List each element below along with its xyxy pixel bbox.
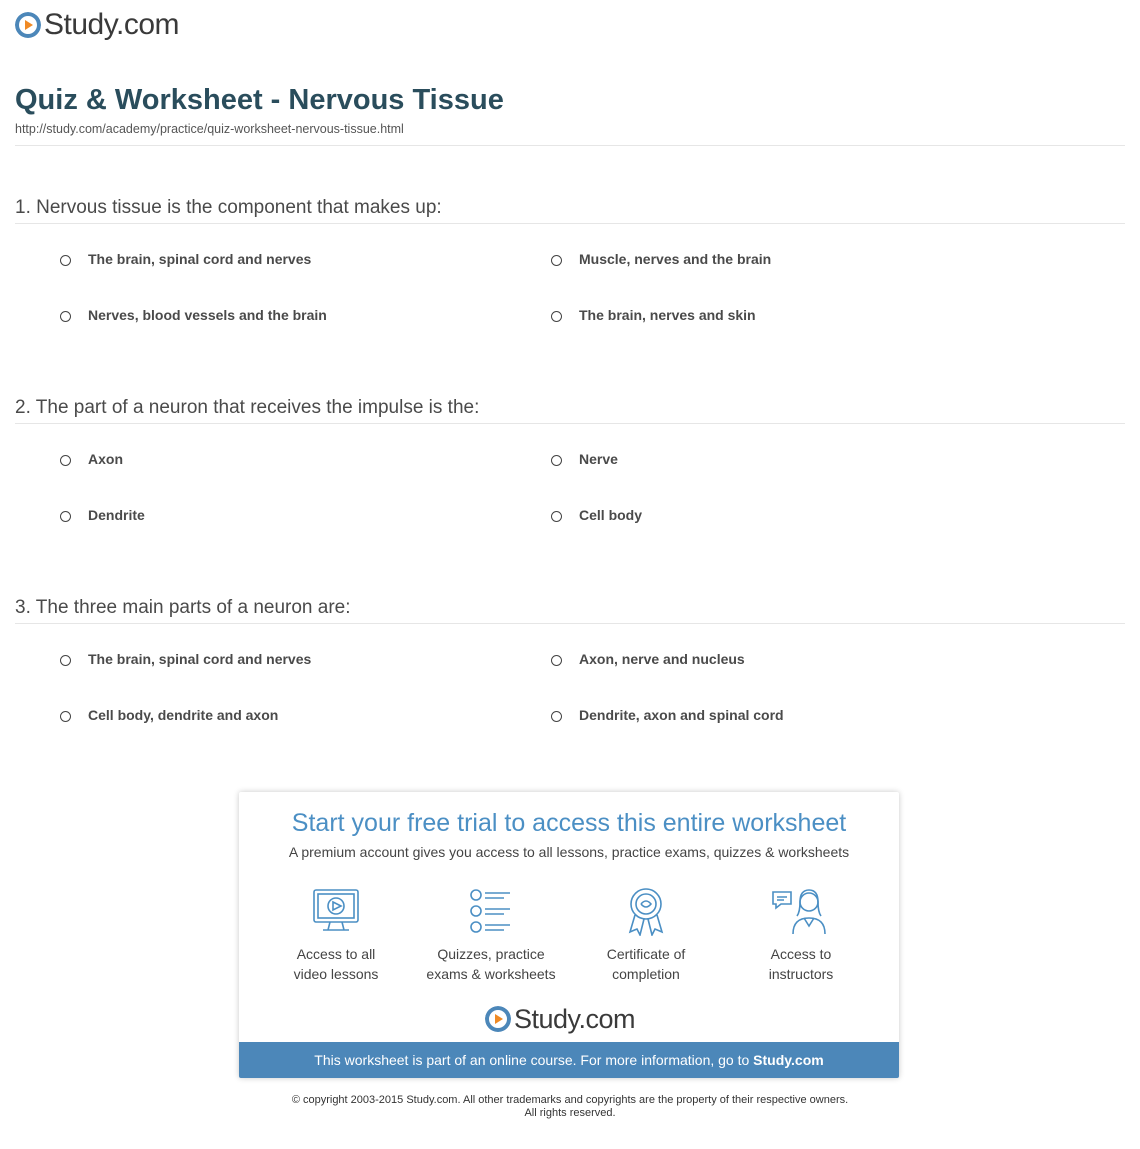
study-logo-mark-icon — [15, 12, 41, 38]
answer-option[interactable] — [60, 507, 145, 523]
answer-option[interactable] — [551, 251, 771, 267]
feature-label: Access to all video lessons — [293, 946, 379, 982]
radio-button[interactable] — [60, 255, 71, 266]
page-url: http://study.com/academy/practice/quiz-worksheet-nervous-tissue.html — [15, 122, 404, 136]
instructor-icon — [771, 886, 831, 936]
radio-button[interactable] — [551, 511, 562, 522]
study-logo[interactable] — [485, 1004, 635, 1034]
answer-label: Dendrite, axon and spinal cord — [579, 707, 784, 723]
promo-headline[interactable]: Start your free trial to access this entire worksheet — [291, 809, 847, 837]
feature-label: Access to instructors — [768, 946, 834, 982]
page-title: Quiz & Worksheet - Nervous Tissue — [15, 84, 504, 116]
checklist-icon — [466, 886, 516, 936]
answer-label: The brain, nerves and skin — [579, 307, 756, 323]
answer-label: Nerve — [579, 451, 618, 467]
question-2: 2. The part of a neuron that receives the impulse is the: — [15, 397, 480, 418]
radio-button[interactable] — [60, 455, 71, 466]
answer-option[interactable] — [60, 651, 311, 667]
promo-footer-text: This worksheet is part of an online course. For more information, go to — [314, 1052, 754, 1068]
feature-quizzes — [411, 886, 571, 984]
study-link[interactable]: Study.com — [753, 1052, 824, 1068]
answer-option[interactable] — [551, 507, 642, 523]
radio-button[interactable] — [60, 511, 71, 522]
answer-label: Axon, nerve and nucleus — [579, 651, 745, 667]
promo-footer-bar — [239, 1042, 899, 1078]
feature-certificate — [566, 886, 726, 984]
answer-label: The brain, spinal cord and nerves — [88, 651, 312, 667]
feature-label: Certificate of completion — [606, 946, 686, 982]
answer-label: The brain, spinal cord and nerves — [88, 251, 312, 267]
radio-button[interactable] — [551, 711, 562, 722]
divider — [15, 145, 1125, 146]
answer-option[interactable] — [551, 651, 745, 667]
radio-button[interactable] — [551, 255, 562, 266]
copyright-line-1: © copyright 2003-2015 Study.com. All other trademarks and copyrights are the property of their respective owners. — [291, 1094, 849, 1106]
radio-button[interactable] — [60, 655, 71, 666]
copyright-line-2: All rights reserved. — [524, 1107, 616, 1119]
feature-video-lessons — [256, 886, 416, 984]
study-logo-text: Study.com — [44, 8, 179, 41]
divider — [15, 423, 1125, 424]
feature-label: Quizzes, practice exams & worksheets — [426, 946, 556, 982]
video-monitor-icon — [311, 886, 361, 936]
answer-label: Muscle, nerves and the brain — [579, 251, 772, 267]
divider — [15, 623, 1125, 624]
answer-option[interactable] — [551, 451, 618, 467]
answer-option[interactable] — [60, 707, 278, 723]
radio-button[interactable] — [551, 655, 562, 666]
free-trial-promo[interactable] — [239, 792, 899, 1078]
question-3: 3. The three main parts of a neuron are: — [15, 597, 351, 618]
study-logo[interactable] — [15, 8, 179, 42]
radio-button[interactable] — [60, 711, 71, 722]
certificate-ribbon-icon — [621, 886, 671, 936]
radio-button[interactable] — [551, 455, 562, 466]
radio-button[interactable] — [551, 311, 562, 322]
answer-label: Axon — [88, 451, 123, 467]
study-logo-text: Study.com — [514, 1004, 636, 1034]
feature-instructors — [721, 886, 881, 984]
answer-option[interactable] — [551, 707, 784, 723]
answer-label: Dendrite — [88, 507, 145, 523]
radio-button[interactable] — [60, 311, 71, 322]
answer-label: Cell body — [579, 507, 643, 523]
answer-option[interactable] — [60, 451, 123, 467]
promo-subtitle: A premium account gives you access to all lessons, practice exams, quizzes & worksheets — [288, 844, 850, 860]
answer-option[interactable] — [551, 307, 756, 323]
answer-option[interactable] — [60, 307, 327, 323]
answer-option[interactable] — [60, 251, 311, 267]
answer-label: Nerves, blood vessels and the brain — [88, 307, 327, 323]
question-1: 1. Nervous tissue is the component that makes up: — [15, 197, 442, 218]
study-logo-mark-icon — [485, 1006, 511, 1032]
copyright — [0, 1094, 1140, 1120]
answer-label: Cell body, dendrite and axon — [88, 707, 279, 723]
divider — [15, 223, 1125, 224]
